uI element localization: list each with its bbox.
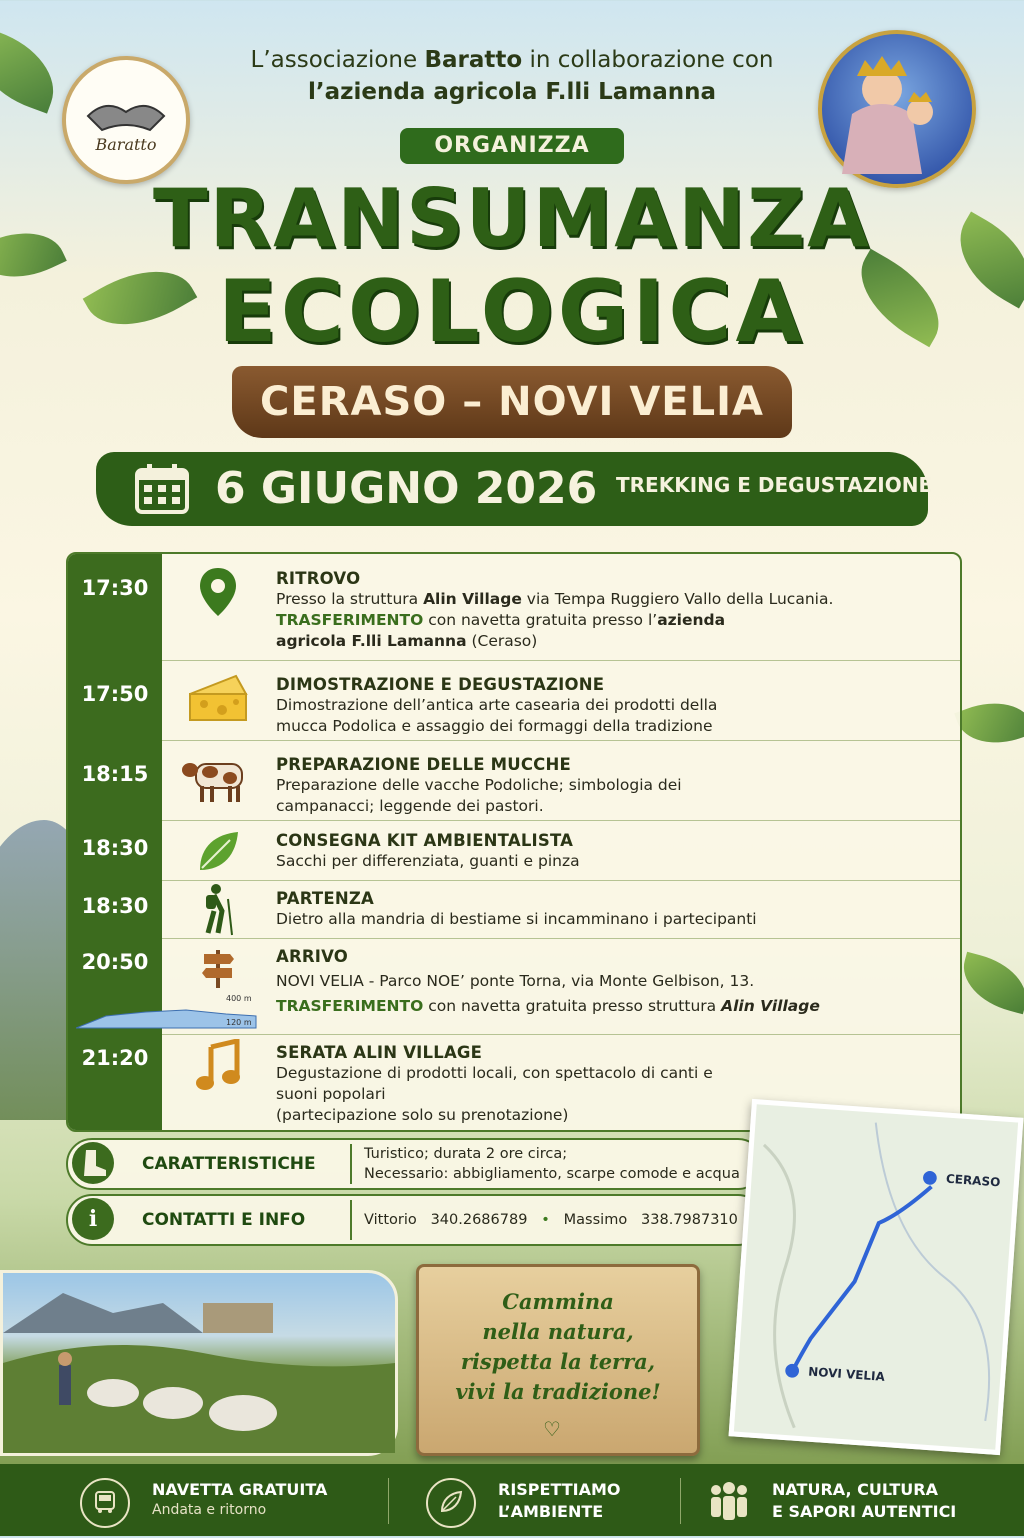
program-row [68,740,960,821]
signpost-icon [178,938,258,998]
program-line: TRASFERIMENTO con navetta gratuita presso struttura Alin Village [276,997,820,1015]
footer-subtitle: Andata e ritorno [152,1502,267,1518]
program-title: RITROVO [276,569,361,588]
program-text [276,888,946,930]
contact-name: Massimo [563,1212,628,1228]
bus-icon [80,1478,130,1528]
program-line: Presso la struttura Alin Village via Tempa Ruggiero Vallo della Lucania. [276,590,834,608]
program-line: TRASFERIMENTO con navetta gratuita presso l’azienda agricola F.lli Lamanna (Ceraso) [276,611,726,650]
program-row [68,820,960,881]
motto-wood-sign [416,1264,700,1456]
program-line: Sacchi per differenziata, guanti e pinza [276,852,580,870]
footer-subtitle: L’AMBIENTE [498,1502,604,1521]
program-time: 17:30 [68,554,162,660]
map-end-label: NOVI VELIA [807,1364,886,1384]
program-note: (partecipazione solo su prenotazione) [276,1106,569,1124]
program-text [276,754,946,817]
madonna-image [818,30,976,188]
cow-icon [178,748,258,808]
map-pin-icon [178,562,258,622]
elevation-high: 400 m [226,994,252,1003]
program-table [66,552,962,1132]
footer-item-shuttle [80,1464,370,1536]
footer-divider [388,1478,389,1524]
program-time: 18:30 [68,880,162,938]
map-pin-icon: ● [783,1358,801,1381]
program-line: Dimostrazione dell’antica arte casearia dei prodotti della mucca Podolica e assaggio dei formaggi della tradizione [276,696,718,735]
program-time: 18:30 [68,820,162,880]
program-text [276,830,946,872]
program-line: Dietro alla mandria di bestiame si incamminano i partecipanti [276,910,757,928]
program-text [276,946,946,1017]
program-title: ARRIVO [276,947,349,966]
motto-text: Cammina nella natura, rispetta la terra, vivi la tradizione! [455,1289,661,1404]
intro-text [200,44,824,108]
program-title: PARTENZA [276,889,374,908]
footer-title: RISPETTIAMO [498,1480,621,1499]
transhumance-photo [0,1270,398,1456]
footer-divider [680,1478,681,1524]
organizza-banner: ORGANIZZA [400,128,624,164]
program-time: 21:20 [68,1034,162,1130]
baratto-logo [62,56,190,184]
program-line: Preparazione delle vacche Podoliche; simbologia dei campanacci; leggende dei pastori. [276,776,682,815]
program-title: CONSEGNA KIT AMBIENTALISTA [276,831,574,850]
contatti-label: CONTATTI E INFO [142,1210,306,1230]
contact-phone[interactable]: 338.7987310 [641,1212,738,1228]
title-line1: TRANSUMANZA [152,172,871,265]
contatti-text: Vittorio 340.2686789 • Massimo 338.7987310 [350,1200,738,1240]
heart-icon: ♡ [543,1417,561,1441]
footer-item-environment [426,1464,666,1536]
contatti-row [66,1194,764,1246]
caratteristiche-row [66,1138,764,1190]
intro-line2: l’azienda agricola F.lli Lamanna [307,79,717,105]
footer-subtitle: E SAPORI AUTENTICI [772,1502,957,1521]
caratteristiche-text: Turistico; durata 2 ore circa; Necessario: abbigliamento, scarpe comode e acqua [350,1144,740,1184]
program-row [68,554,960,661]
footer-title: NATURA, CULTURA [772,1480,938,1499]
program-text [276,674,946,737]
leaf-decoration [0,26,68,113]
route-wood-sign: CERASO – NOVI VELIA [232,366,792,438]
program-time: 17:50 [68,660,162,740]
program-time: 20:50 [68,938,162,1034]
leaf-decoration [954,689,1024,756]
contact-phone[interactable]: 340.2686789 [430,1212,528,1228]
music-note-icon [178,1036,258,1096]
footer-bar [0,1464,1024,1536]
leaf-icon [426,1478,476,1528]
event-subtitle: TREKKING E DEGUSTAZIONE [616,473,933,497]
program-row [68,938,960,1035]
program-line: Degustazione di prodotti locali, con spettacolo di canti e suoni popolari [276,1064,713,1103]
contact-name: Vittorio [364,1212,417,1228]
boot-icon [72,1142,114,1184]
footer-title: NAVETTA GRATUITA [152,1480,328,1499]
intro-line1: L’associazione Baratto in collaborazione con [250,47,774,73]
program-row [68,660,960,741]
elevation-profile [76,990,262,1030]
calendar-icon [134,462,190,514]
program-row [68,880,960,939]
footer-item-culture [706,1464,1006,1536]
leaf-icon [178,822,258,882]
program-title: PREPARAZIONE DELLE MUCCHE [276,755,571,774]
info-icon: i [72,1198,114,1240]
people-icon [706,1478,752,1524]
leaf-decoration [955,952,1024,1015]
program-text [276,568,946,652]
caratteristiche-label: CARATTERISTICHE [142,1154,316,1174]
hiker-icon [178,880,258,940]
event-date: 6 GIUGNO 2026 [215,463,598,514]
route-map [729,1099,1024,1455]
map-start-label: CERASO [945,1171,1001,1190]
baratto-logo-text: Baratto [95,135,157,154]
program-line: NOVI VELIA - Parco NOE’ ponte Torna, via Monte Gelbison, 13. [276,972,755,990]
cheese-icon [178,668,258,728]
program-time: 18:15 [68,740,162,820]
program-title: SERATA ALIN VILLAGE [276,1043,483,1062]
map-pin-icon: ● [921,1165,939,1189]
program-title: DIMOSTRAZIONE E DEGUSTAZIONE [276,675,605,694]
title-line2: ECOLOGICA [217,262,807,362]
elevation-low: 120 m [226,1018,252,1027]
